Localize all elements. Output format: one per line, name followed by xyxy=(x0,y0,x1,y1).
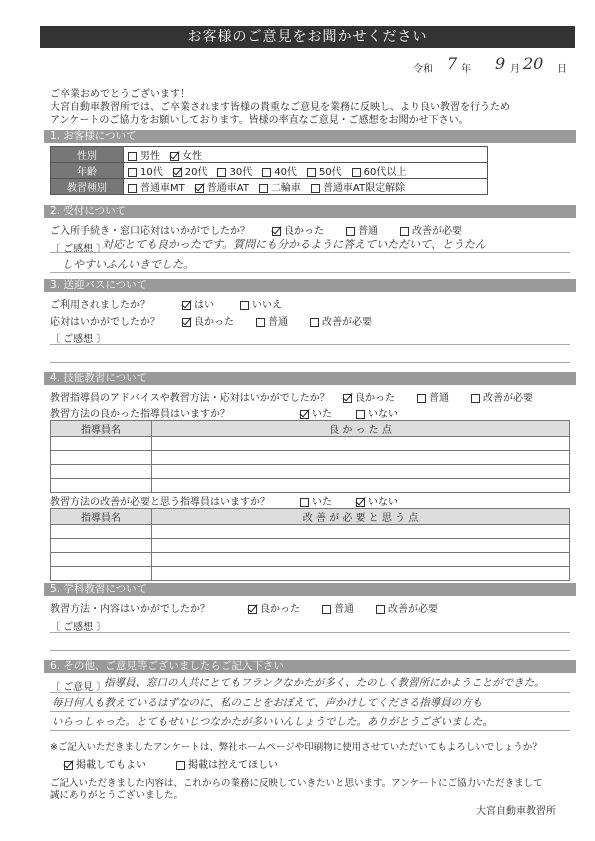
checkbox-label: 二輪車 xyxy=(270,183,301,194)
bad-instructor-table xyxy=(50,508,570,581)
checkbox-label: いない xyxy=(368,497,398,508)
checkbox-icon[interactable] xyxy=(376,605,385,614)
table-cell xyxy=(51,437,152,451)
checkbox-option[interactable] xyxy=(217,163,252,178)
date-year: 7 xyxy=(447,54,458,73)
checked-box-icon[interactable] xyxy=(173,168,182,177)
reception-question: ご入所手続き・窓口応対はいかがでしたか？ xyxy=(50,226,250,237)
checkbox-label: いた xyxy=(312,497,332,508)
publish-consent-question: ※ご記入いただきましたアンケートは、弊社ホームページや印刷物に使用させていただいてもよろしいでしょうか？ xyxy=(50,742,542,753)
checkbox-label: 良かった xyxy=(284,226,324,237)
checkbox-icon[interactable] xyxy=(240,301,249,310)
section-header-reception: 2. 受付について xyxy=(44,205,576,218)
checkbox-option[interactable] xyxy=(173,163,208,178)
checkbox-option[interactable] xyxy=(195,179,249,194)
date-year-unit: 年 xyxy=(461,64,471,75)
checkbox-icon[interactable] xyxy=(322,605,331,614)
checkbox-icon[interactable] xyxy=(259,184,268,193)
checkbox-icon[interactable] xyxy=(128,184,137,193)
checkbox-option[interactable] xyxy=(322,600,354,615)
checkbox-label: 50代 xyxy=(318,167,342,178)
reception-comment: しやすいふんいきでした。 xyxy=(62,258,194,271)
checkbox-icon[interactable] xyxy=(352,168,361,177)
good-instructor-options xyxy=(300,405,422,420)
checkbox-icon[interactable] xyxy=(128,168,137,177)
checkbox-option[interactable] xyxy=(128,147,160,162)
checkbox-icon[interactable] xyxy=(307,168,316,177)
checkbox-option[interactable] xyxy=(256,313,288,328)
section-header-other: 6. その他、ご意見等ございましたらご記入下さい xyxy=(44,660,576,673)
checkbox-label: 普通車AT限定解除 xyxy=(322,183,406,194)
section-header-customer: 1. お客様について xyxy=(44,130,576,143)
gender-label: 性別 xyxy=(51,147,124,163)
checked-box-icon[interactable] xyxy=(300,410,309,419)
age-label: 年齢 xyxy=(51,163,124,179)
checkbox-label: 掲載してもよい xyxy=(76,760,146,771)
checkbox-icon[interactable] xyxy=(217,168,226,177)
checkbox-option[interactable] xyxy=(300,493,332,508)
table-cell xyxy=(51,553,152,567)
checkbox-option[interactable] xyxy=(248,600,300,615)
checkbox-label: 40代 xyxy=(274,167,297,178)
divider xyxy=(50,692,570,693)
checkbox-label: 普通車MT xyxy=(140,183,185,194)
bus-usage-options xyxy=(182,296,308,311)
closing-line: 誠にありがとうございました。 xyxy=(50,790,184,801)
other-comment: 指導員、窓口の人共にとてもフランクなかたが多く、たのしく教習所にかようことができた。 xyxy=(104,677,545,689)
lecture-question: 教習方法・内容はいかがでしたか？ xyxy=(50,604,210,615)
publish-consent-options xyxy=(64,756,308,771)
divider xyxy=(50,711,570,712)
checkbox-option[interactable] xyxy=(170,147,202,162)
divider xyxy=(50,362,570,363)
checkbox-icon[interactable] xyxy=(356,410,365,419)
lecture-comment-label: 〔 ご感想 〕 xyxy=(50,622,107,633)
checkbox-option[interactable] xyxy=(376,600,438,615)
checkbox-option[interactable] xyxy=(352,163,407,178)
reception-comment-label: 〔 ご感想 〕 xyxy=(50,244,107,255)
checkbox-label: 掲載は控えてほしい xyxy=(188,760,278,771)
checkbox-label: いない xyxy=(368,409,398,420)
section-header-skill: 4. 技能教習について xyxy=(44,372,576,385)
checkbox-option[interactable] xyxy=(240,296,282,311)
checkbox-label: 改善が必要 xyxy=(483,393,533,404)
intro-line: ご卒業おめでとうございます！ xyxy=(50,89,190,100)
bus-usage-question: ご利用されましたか？ xyxy=(50,300,150,311)
checkbox-option[interactable] xyxy=(471,389,533,404)
checkbox-option[interactable] xyxy=(262,163,297,178)
course-type-options xyxy=(124,179,488,195)
checkbox-label: 普通 xyxy=(429,393,449,404)
divider xyxy=(50,730,570,731)
table-cell xyxy=(152,539,570,553)
checkbox-option[interactable] xyxy=(64,756,146,771)
checkbox-label: 普通 xyxy=(358,226,378,237)
checkbox-option[interactable] xyxy=(310,313,372,328)
checkbox-icon[interactable] xyxy=(300,498,309,507)
bus-service-options xyxy=(182,313,394,328)
checkbox-icon[interactable] xyxy=(176,761,185,770)
checkbox-icon[interactable] xyxy=(346,227,355,236)
checkbox-option[interactable] xyxy=(182,296,214,311)
checkbox-icon[interactable] xyxy=(310,318,319,327)
checkbox-label: 普通 xyxy=(268,317,288,328)
divider xyxy=(50,650,570,651)
checkbox-option[interactable] xyxy=(311,179,405,194)
skill-instructor-options xyxy=(343,389,555,404)
checkbox-option[interactable] xyxy=(356,405,398,420)
checkbox-option[interactable] xyxy=(176,756,278,771)
good-instructor-table xyxy=(50,420,570,493)
divider xyxy=(50,252,570,253)
divider xyxy=(50,272,570,273)
table-cell xyxy=(152,525,570,539)
school-name: 大宮自動車教習所 xyxy=(476,806,556,817)
skill-instructor-question: 教習指導員のアドバイスや教習方法・応対はいかがでしたか？ xyxy=(50,393,330,404)
checkbox-label: 改善が必要 xyxy=(322,317,372,328)
closing-message xyxy=(50,778,543,802)
date-era: 令和 xyxy=(413,64,433,75)
table-cell xyxy=(51,525,152,539)
date-month-unit: 月 xyxy=(510,64,520,75)
checkbox-label: 60代以上 xyxy=(363,167,407,178)
reception-comment: 対応とても良かったです。質問にも分かるように答えていただいて、とうたん xyxy=(102,238,486,251)
table-cell xyxy=(51,465,152,479)
checkbox-label: 20代 xyxy=(184,167,208,178)
checkbox-label: はい xyxy=(194,300,214,311)
table-cell xyxy=(51,451,152,465)
checkbox-label: 良かった xyxy=(194,317,234,328)
checkbox-option[interactable] xyxy=(400,222,462,237)
checked-box-icon[interactable] xyxy=(272,227,281,236)
checkbox-label: 良かった xyxy=(260,604,300,615)
form-title: お客様のご意見をお聞かせください xyxy=(40,26,575,48)
checkbox-label: 改善が必要 xyxy=(388,604,438,615)
checked-box-icon[interactable] xyxy=(170,152,179,161)
checkbox-icon[interactable] xyxy=(417,394,426,403)
checked-box-icon[interactable] xyxy=(182,301,191,310)
age-options xyxy=(124,163,488,179)
checkbox-option[interactable] xyxy=(346,222,378,237)
other-comment: 毎日何人も教えているはずなのに、私のことをおぼえて、声かけしてくださる指導員の方も xyxy=(52,697,483,709)
instructor-name-header: 指導員名 xyxy=(51,421,152,437)
checkbox-option[interactable] xyxy=(343,389,395,404)
checkbox-option[interactable] xyxy=(272,222,324,237)
table-cell xyxy=(51,479,152,493)
gender-options xyxy=(124,147,488,163)
intro-text xyxy=(50,88,575,127)
bus-comment-label: 〔 ご感想 〕 xyxy=(50,334,107,345)
checkbox-label: いた xyxy=(312,409,332,420)
lecture-options xyxy=(248,600,460,615)
checkbox-label: いいえ xyxy=(252,300,282,311)
date-month: 9 xyxy=(495,54,506,73)
date-day-unit: 日 xyxy=(557,64,567,75)
checkbox-icon[interactable] xyxy=(471,394,480,403)
checkbox-option[interactable] xyxy=(128,163,163,178)
table-cell xyxy=(152,553,570,567)
closing-line: ご記入いただきました内容は、これからの業務に反映していきたいと思います。アンケートにご協力いただきまして xyxy=(50,778,543,789)
date-field xyxy=(413,54,573,76)
checkbox-icon[interactable] xyxy=(400,227,409,236)
table-cell xyxy=(51,539,152,553)
checkbox-icon[interactable] xyxy=(262,168,271,177)
checked-box-icon[interactable] xyxy=(64,761,73,770)
checkbox-option[interactable] xyxy=(307,163,342,178)
table-cell xyxy=(51,567,152,581)
customer-profile-table xyxy=(50,146,488,195)
checkbox-option[interactable] xyxy=(259,179,301,194)
checkbox-option[interactable] xyxy=(417,389,449,404)
table-cell xyxy=(152,567,570,581)
checkbox-icon[interactable] xyxy=(311,184,320,193)
checkbox-option[interactable] xyxy=(300,405,332,420)
checkbox-label: 改善が必要 xyxy=(412,226,462,237)
other-comment: いらっしゃった。とてもせいじつなかたが多いいんしょうでした。ありがとうございました。 xyxy=(52,716,493,728)
divider xyxy=(50,632,570,633)
bad-instructor-options xyxy=(300,493,422,508)
bus-service-question: 応対はいかがでしたか？ xyxy=(50,317,160,328)
checked-box-icon[interactable] xyxy=(248,605,257,614)
divider xyxy=(50,344,570,345)
good-points-header: 良 か っ た 点 xyxy=(152,421,570,437)
checkbox-icon[interactable] xyxy=(128,152,137,161)
checked-box-icon[interactable] xyxy=(356,498,365,507)
checkbox-option[interactable] xyxy=(128,179,185,194)
checkbox-label: 10代 xyxy=(140,167,163,178)
table-cell xyxy=(152,479,570,493)
checked-box-icon[interactable] xyxy=(195,184,204,193)
checked-box-icon[interactable] xyxy=(182,318,191,327)
table-cell xyxy=(152,437,570,451)
checkbox-label: 女性 xyxy=(182,151,202,162)
checkbox-label: 男性 xyxy=(140,151,160,162)
checkbox-option[interactable] xyxy=(182,313,234,328)
date-day: 20 xyxy=(523,54,544,73)
table-cell xyxy=(152,465,570,479)
checkbox-label: 30代 xyxy=(229,167,253,178)
intro-line: 大宮自動車教習所では、ご卒業されます皆様の貴重なご意見を業務に反映し、より良い教習を行うため xyxy=(50,102,510,113)
section-header-bus: 3. 送迎バスについて xyxy=(44,279,576,292)
checkbox-label: 普通車AT xyxy=(206,183,249,194)
checkbox-label: 普通 xyxy=(334,604,354,615)
bad-instructor-question: 教習方法の改善が必要と思う指導員はいますか？ xyxy=(50,497,270,508)
checked-box-icon[interactable] xyxy=(343,394,352,403)
reception-options xyxy=(272,222,484,237)
checkbox-label: 良かった xyxy=(355,393,395,404)
checkbox-icon[interactable] xyxy=(256,318,265,327)
table-cell xyxy=(152,451,570,465)
good-instructor-question: 教習方法の良かった指導員はいますか？ xyxy=(50,409,230,420)
checkbox-option[interactable] xyxy=(356,493,398,508)
other-comment-label: 〔 ご意見 〕 xyxy=(50,682,107,693)
intro-line: アンケートのご協力をお願いしております。皆様の率直なご意見・ご感想をお聞かせ下さい。 xyxy=(50,115,469,126)
course-type-label: 教習種別 xyxy=(51,179,124,195)
instructor-name-header: 指導員名 xyxy=(51,509,152,525)
improvement-points-header: 改 善 が 必 要 と 思 う 点 xyxy=(152,509,570,525)
section-header-lecture: 5. 学科教習について xyxy=(44,583,576,596)
